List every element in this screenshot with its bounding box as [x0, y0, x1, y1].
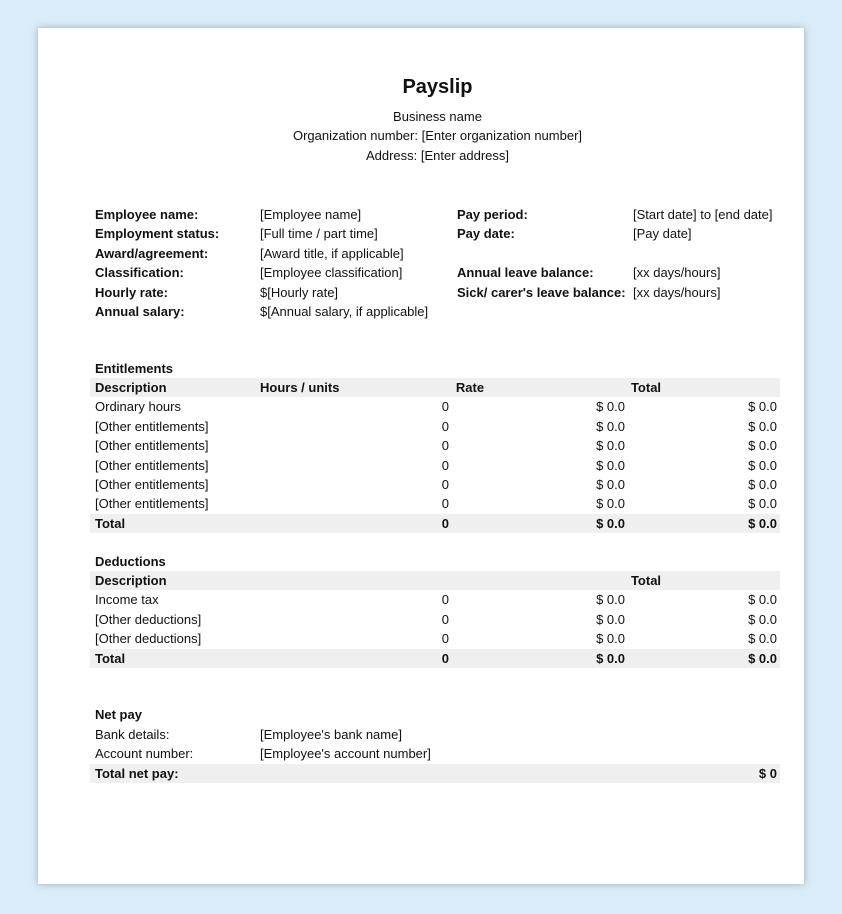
entitlements-row	[90, 417, 780, 436]
deduction-description: [Other deductions]	[95, 631, 202, 647]
entitlement-rate: $ 0.0	[596, 438, 625, 454]
bank-details-value: [Employee's bank name]	[260, 727, 402, 742]
deduction-rate: $ 0.0	[596, 611, 625, 627]
pay-period-label: Pay period:	[457, 207, 528, 222]
page-title: Payslip	[402, 76, 473, 98]
business-name: Business name	[393, 109, 482, 124]
deduction-description: Income tax	[95, 592, 159, 608]
account-number-value: [Employee's account number]	[260, 746, 431, 762]
sick-leave-pair	[457, 283, 720, 302]
entitlement-total: $ 0.0	[748, 457, 777, 473]
employment-status-value: [Full time / part time]	[260, 226, 378, 242]
classification-value: [Employee classification]	[260, 265, 403, 281]
entitlement-total: $ 0.0	[748, 476, 777, 492]
award-agreement-value: [Award title, if applicable]	[260, 245, 404, 261]
entitlement-hours: 0	[441, 418, 449, 434]
employee-info-row	[95, 224, 780, 243]
employee-name-label: Employee name:	[95, 207, 199, 222]
entitlement-hours: 0	[441, 438, 449, 454]
entitlement-total: $ 0.0	[748, 418, 777, 434]
bank-details-label: Bank details:	[95, 727, 170, 742]
entitlement-hours: 0	[441, 476, 449, 492]
account-number-label: Account number:	[95, 746, 194, 762]
entitlement-rate: $ 0.0	[596, 457, 625, 473]
entitlements-table	[90, 378, 780, 533]
entitlement-total: $ 0.0	[748, 399, 777, 415]
annual-leave-label: Annual leave balance:	[457, 265, 594, 281]
annual-salary-value: $[Annual salary, if applicable]	[260, 303, 429, 319]
employee-info-row	[95, 263, 780, 282]
entitlement-description: [Other entitlements]	[95, 476, 209, 492]
pay-date-value: [Pay date]	[633, 226, 692, 242]
employment-status-label: Employment status:	[95, 226, 220, 242]
deductions-row	[90, 590, 780, 609]
hours-units-column-header: Hours / units	[260, 380, 340, 395]
entitlement-total: $ 0.0	[748, 496, 777, 512]
entitlement-hours: 0	[441, 457, 449, 473]
deduction-rate: $ 0.0	[596, 631, 625, 647]
deduction-total: $ 0.0	[748, 592, 777, 608]
classification-label: Classification:	[95, 265, 184, 281]
entitlements-header-row	[90, 378, 780, 397]
rate-column-header: Rate	[455, 380, 485, 395]
entitlement-description: [Other entitlements]	[95, 496, 209, 512]
deduction-total: $ 0.0	[748, 611, 777, 627]
employee-info-row	[95, 283, 780, 302]
sick-leave-label: Sick/ carer's leave balance:	[457, 284, 626, 300]
deductions-section-heading: Deductions	[95, 554, 166, 569]
entitlements-total-row	[90, 514, 780, 533]
sick-leave-value: [xx days/hours]	[633, 284, 721, 300]
entitlement-total: $ 0.0	[748, 438, 777, 454]
entitlement-rate: $ 0.0	[596, 399, 625, 415]
annual-leave-pair	[457, 263, 720, 282]
employee-info-row	[95, 205, 780, 224]
entitlement-description: [Other entitlements]	[95, 418, 209, 434]
deduction-rate: $ 0.0	[596, 592, 625, 608]
deduction-hours: 0	[441, 631, 449, 647]
hourly-rate-value: $[Hourly rate]	[260, 284, 339, 300]
entitlement-rate: $ 0.0	[596, 476, 625, 492]
description-column-header: Description	[95, 573, 167, 588]
entitlements-total-label: Total	[95, 515, 126, 531]
total-net-pay-label: Total net pay:	[95, 766, 179, 781]
entitlements-row	[90, 494, 780, 513]
entitlements-total-rate: $ 0.0	[596, 515, 625, 531]
deduction-hours: 0	[441, 592, 449, 608]
net-pay-row	[95, 725, 780, 744]
entitlement-hours: 0	[441, 399, 449, 415]
entitlements-total-amount: $ 0.0	[748, 515, 777, 531]
deductions-total-hours: 0	[441, 650, 449, 666]
deduction-hours: 0	[441, 611, 449, 627]
entitlements-total-hours: 0	[441, 515, 449, 531]
employee-name-value: [Employee name]	[260, 207, 362, 222]
pay-date-pair	[457, 224, 692, 243]
net-pay-total-row	[90, 764, 780, 783]
net-pay-section-heading: Net pay	[95, 707, 142, 722]
deductions-total-row	[90, 649, 780, 668]
entitlement-rate: $ 0.0	[596, 418, 625, 434]
employee-info-row	[95, 244, 780, 263]
annual-leave-value: [xx days/hours]	[633, 265, 721, 281]
hourly-rate-label: Hourly rate:	[95, 284, 168, 300]
total-column-header: Total	[630, 380, 662, 395]
total-column-header: Total	[630, 573, 662, 588]
deductions-row	[90, 610, 780, 629]
deductions-header-row	[90, 571, 780, 590]
deductions-row	[90, 629, 780, 648]
deductions-total-label: Total	[95, 650, 126, 666]
pay-period-pair	[457, 205, 772, 224]
entitlement-description: [Other entitlements]	[95, 457, 209, 473]
pay-date-label: Pay date:	[457, 226, 515, 242]
address-line: Address: [Enter address]	[365, 147, 510, 163]
deduction-description: [Other deductions]	[95, 611, 202, 627]
entitlements-section-heading: Entitlements	[95, 361, 174, 376]
deduction-total: $ 0.0	[748, 631, 777, 647]
description-column-header: Description	[95, 380, 167, 395]
entitlements-row	[90, 475, 780, 494]
employee-info-block	[95, 205, 780, 321]
document-header	[95, 74, 780, 165]
entitlement-hours: 0	[441, 496, 449, 512]
entitlements-row	[90, 397, 780, 416]
deductions-total-rate: $ 0.0	[596, 650, 625, 666]
total-net-pay-amount: $ 0	[758, 766, 777, 781]
entitlement-rate: $ 0.0	[596, 496, 625, 512]
deductions-total-amount: $ 0.0	[748, 650, 777, 666]
annual-salary-label: Annual salary:	[95, 303, 185, 319]
employee-info-row	[95, 302, 780, 321]
entitlements-row	[90, 456, 780, 475]
entitlement-description: Ordinary hours	[95, 399, 181, 415]
net-pay-details	[95, 725, 780, 764]
organization-number-line: Organization number: [Enter organization number]	[292, 128, 583, 144]
entitlements-row	[90, 436, 780, 455]
deductions-table	[90, 571, 780, 668]
entitlement-description: [Other entitlements]	[95, 438, 209, 454]
net-pay-row	[95, 744, 780, 763]
award-agreement-label: Award/agreement:	[95, 245, 209, 261]
payslip-page	[38, 28, 804, 884]
pay-period-value: [Start date] to [end date]	[633, 207, 773, 222]
